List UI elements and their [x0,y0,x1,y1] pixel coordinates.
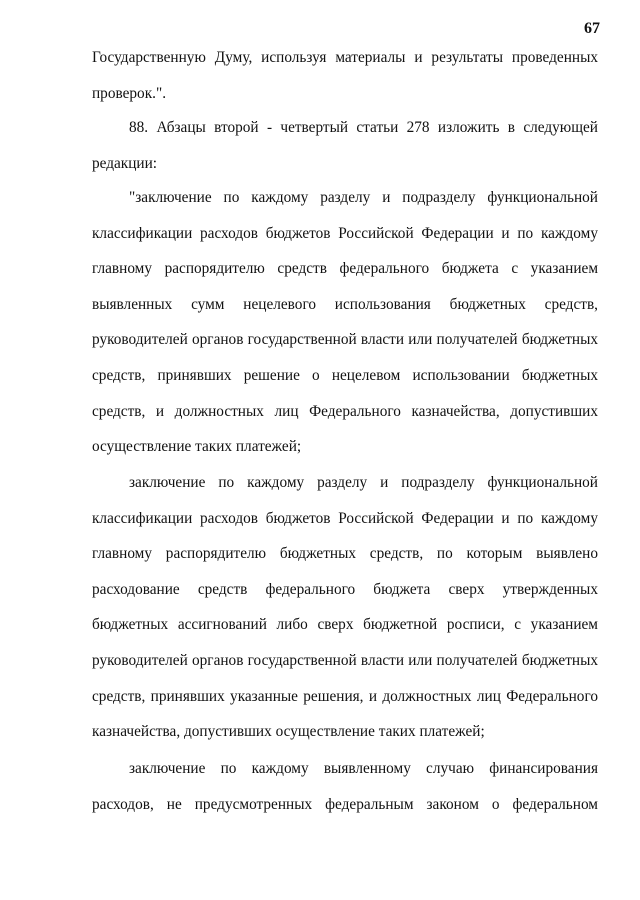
page-number: 67 [584,20,600,37]
text-line: заключение по каждому выявленному случаю финансирования [129,760,598,777]
text-line: казначейства, допустивших осуществление таких платежей; [92,723,485,741]
paragraph-5 [92,751,598,822]
text-line: расходование средств федерального бюджета сверх утвержденных [92,580,598,598]
paragraph-4 [92,465,598,750]
text-line: средств, принявших указанные решения, и должностных лиц Федерального [92,687,598,705]
text-line: редакции: [92,154,158,172]
text-line: Государственную Думу, используя материалы и результаты проведенных [92,49,598,66]
text-line: заключение по каждому разделу и подразделу функциональной [129,474,598,491]
text-line: выявленных сумм нецелевого использования бюджетных средств, [92,295,598,313]
text-line: главному распорядителю бюджетных средств, по которым выявлено [92,545,598,563]
text-line: классификации расходов бюджетов Российской Федерации и по каждому [92,509,598,527]
text-line: 88. Абзацы второй - четвертый статьи 278 изложить в следующей [129,119,598,136]
text-line: руководителей органов государственной власти или получателей бюджетных [92,651,598,669]
text-line: главному распорядителю средств федерального бюджета с указанием [92,260,598,278]
text-line: классификации расходов бюджетов Российской Федерации и по каждому [92,224,598,242]
paragraph-1 [92,40,598,111]
paragraph-2 [92,110,598,181]
text-line: средств, принявших решение о нецелевом использовании бюджетных [92,366,598,384]
text-line: средств, и должностных лиц Федерального казначейства, допустивших [92,402,598,420]
text-line: бюджетных ассигнований либо сверх бюджетной росписи, с указанием [92,616,598,634]
text-line: "заключение по каждому разделу и подразделу функциональной [129,189,598,206]
text-line: осуществление таких платежей; [92,438,302,456]
text-line: расходов, не предусмотренных федеральным законом о федеральном [92,795,598,813]
text-line: руководителей органов государственной власти или получателей бюджетных [92,331,598,349]
text-line: проверок.". [92,84,167,102]
paragraph-3 [92,180,598,465]
